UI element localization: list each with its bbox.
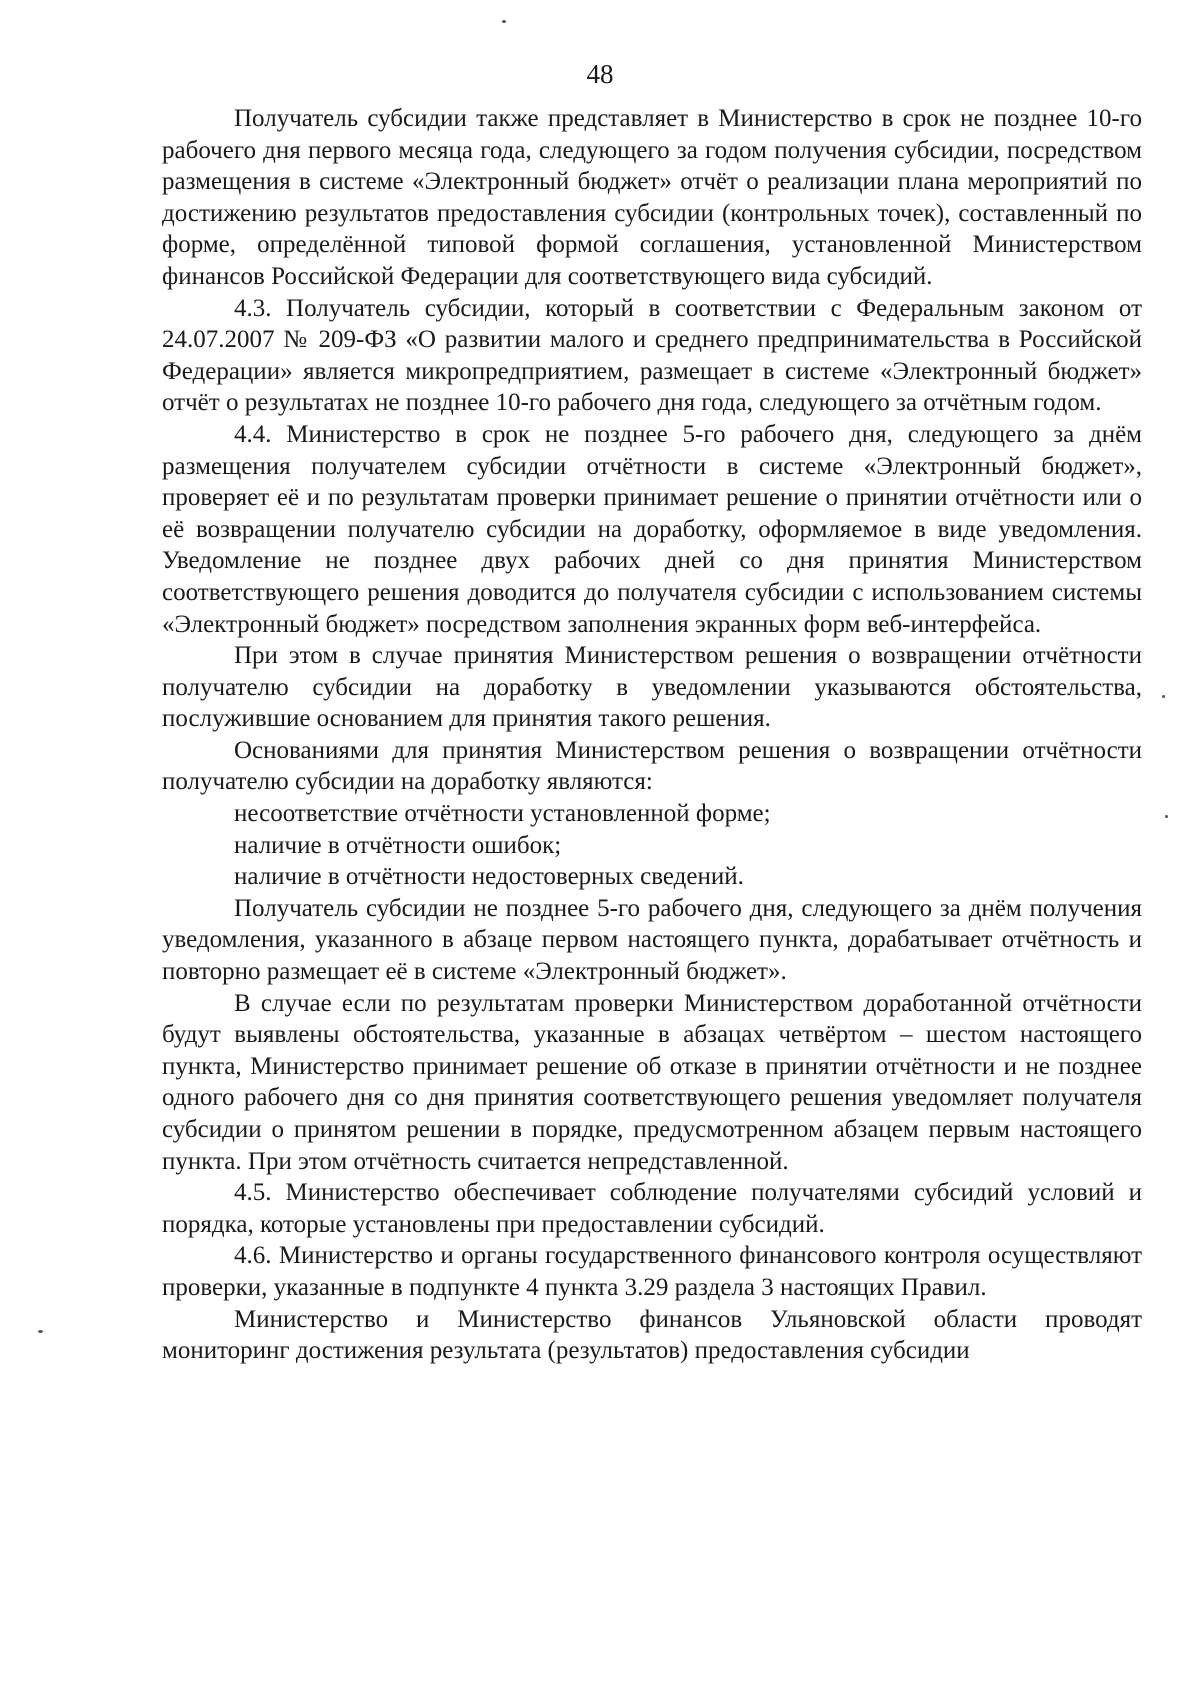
paragraph-grounds-intro: Основаниями для принятия Министерством решения о возвращении отчётности получателю субсидии на доработку являются:: [162, 736, 1142, 796]
paragraph-refusal: В случае если по результатам проверки Министерством доработанной отчётности будут выявлены обстоятельства, указанные в абзацах четвёртом – шестом настоящего пункта, Министерство принимает решение об отказе в принятии отчётности и не позднее одного рабочего дня со дня принятия соответствующего решения уведомляет получателя субсидии о принятом решении в порядке, предусмотренном абзацем первым настоящего пункта. При этом отчётность считается непредставленной.: [162, 989, 1142, 1175]
paragraph-rework: Получатель субсидии не позднее 5-го рабочего дня, следующего за днём получения уведомления, указанного в абзаце первом настоящего пункта, дорабатывает отчётность и повторно размещает её в системе «Электронный бюджет».: [162, 894, 1142, 986]
list-item-form-mismatch: несоответствие отчётности установленной форме;: [234, 800, 771, 828]
list-item-errors: наличие в отчётности ошибок;: [234, 831, 562, 859]
paragraph-monitoring: Министерство и Министерство финансов Ульяновской области проводят мониторинг достижения результата (результатов) предоставления субсидии: [162, 1305, 1142, 1365]
scan-speck: [502, 20, 506, 23]
paragraph-report-plan: Получатель субсидии также представляет в Министерство в срок не позднее 10-го рабочего дня первого месяца года, следующего за годом получения субсидии, посредством размещения в системе «Электронный бюджет» отчёт о реализации плана мероприятий по достижению результатов предоставления субсидии (контрольных точек), составленный по форме, определённой типовой формой соглашения, установленной Министерством финансов Российской Федерации для соответствующего вида субсидий.: [162, 105, 1142, 290]
paragraph-4-3: 4.3. Получатель субсидии, который в соответствии с Федеральным законом от 24.07.2007 № 209-ФЗ «О развитии малого и среднего предпринимательства в Российской Федерации» является микропредприятием, размещает в системе «Электронный бюджет» отчёт о результатах не позднее 10-го рабочего дня года, следующего за отчётным годом.: [162, 294, 1142, 417]
document-body: [162, 103, 1142, 1367]
paragraph-return-circumstances: При этом в случае принятия Министерством решения о возвращении отчётности получателю субсидии на доработку в уведомлении указываются обстоятельства, послужившие основанием для принятия такого решения.: [162, 642, 1142, 733]
paragraph-4-6: 4.6. Министерство и органы государственного финансового контроля осуществляют проверки, указанные в подпункте 4 пункта 3.29 раздела 3 настоящих Правил.: [162, 1242, 1142, 1301]
scan-speck: [1162, 695, 1165, 698]
page-number: 48: [586, 59, 614, 89]
scan-speck: [1165, 815, 1168, 818]
scan-speck: [38, 1330, 43, 1333]
paragraph-4-4: 4.4. Министерство в срок не позднее 5-го рабочего дня, следующего за днём размещения получателем субсидии отчётности в системе «Электронный бюджет», проверяет её и по результатам проверки принимает решение о принятии отчётности или о её возвращении получателю субсидии на доработку, оформляемое в виде уведомления. Уведомление не позднее двух рабочих дней со дня принятия Министерством соответствующего решения доводится до получателя субсидии с использованием системы «Электронный бюджет» посредством заполнения экранных форм веб-интерфейса.: [162, 420, 1142, 638]
list-item-false-data: наличие в отчётности недостоверных сведений.: [234, 863, 744, 891]
paragraph-4-5: 4.5. Министерство обеспечивает соблюдение получателями субсидий условий и порядка, которые установлены при предоставлении субсидий.: [162, 1179, 1142, 1238]
